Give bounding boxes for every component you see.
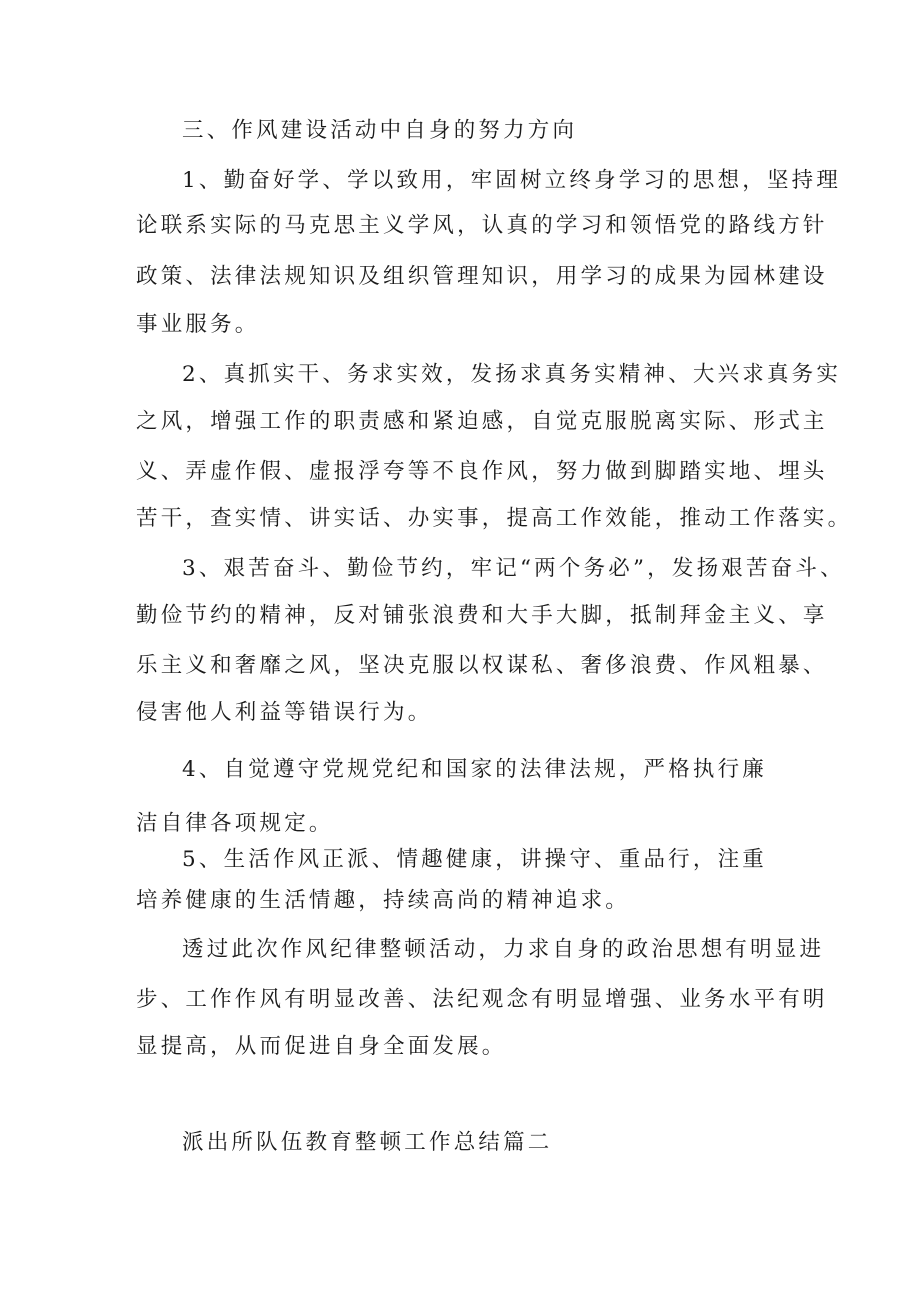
item-3-line-3: 乐主义和奢靡之风，坚决克服以权谋私、奢侈浪费、作风粗暴、 [136,653,828,678]
section-heading: 三、作风建设活动中自身的努力方向 [182,118,578,143]
item-1-line-1: 1、勤奋好学、学以致用，牢固树立终身学习的思想，坚持理 [182,168,842,193]
item-5-line-2: 培养健康的生活情趣，持续高尚的精神追求。 [136,888,631,913]
item-2-line-2: 之风，增强工作的职责感和紧迫感，自觉克服脱离实际、形式主 [136,409,828,434]
item-3-line-1: 3、艰苦奋斗、勤俭节约，牢记“两个务必”，发扬艰苦奋斗、 [182,556,845,581]
item-4-line-1: 4、自觉遵守党规党纪和国家的法律法规，严格执行廉 [182,757,767,782]
item-1-line-2: 论联系实际的马克思主义学风，认真的学习和领悟党的路线方针 [136,213,828,238]
item-2-line-1: 2、真抓实干、务求实效，发扬求真务实精神、大兴求真务实 [182,362,842,387]
item-2-line-3: 义、弄虚作假、虚报浮夸等不良作风，努力做到脚踏实地、埋头 [136,459,828,484]
conclusion-line-3: 显提高，从而促进自身全面发展。 [136,1034,507,1059]
item-2-line-4: 苦干，查实情、讲实话、办实事，提高工作效能，推动工作落实。 [136,506,853,531]
item-5-line-1: 5、生活作风正派、情趣健康，讲操守、重品行，注重 [182,847,767,872]
next-section-title: 派出所队伍教育整顿工作总结篇二 [182,1130,553,1155]
conclusion-line-2: 步、工作作风有明显改善、法纪观念有明显增强、业务水平有明 [136,987,828,1012]
item-4-line-2: 洁自律各项规定。 [136,811,334,836]
item-1-line-3: 政策、法律法规知识及组织管理知识，用学习的成果为园林建设 [136,264,828,289]
conclusion-line-1: 透过此次作风纪律整顿活动，力求自身的政治思想有明显进 [182,937,825,962]
item-3-line-4: 侵害他人利益等错误行为。 [136,700,433,725]
item-1-line-4: 事业服务。 [136,312,260,337]
item-3-line-2: 勤俭节约的精神，反对铺张浪费和大手大脚，抵制拜金主义、享 [136,603,828,628]
